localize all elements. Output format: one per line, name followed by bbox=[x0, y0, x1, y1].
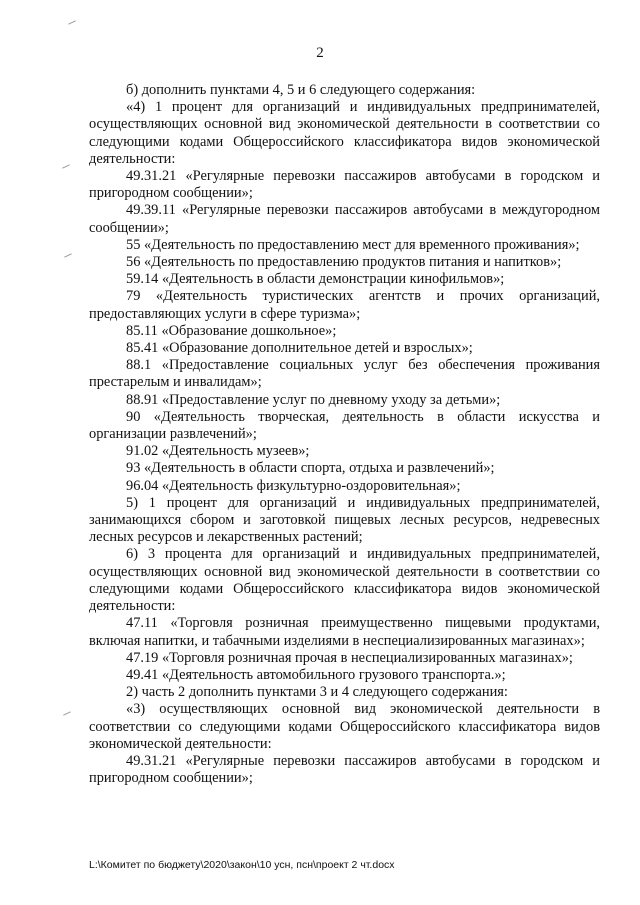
paragraph: 90 «Деятельность творческая, деятельность в области искусства и организации развлечений»; bbox=[89, 408, 600, 443]
paragraph: 6) 3 процента для организаций и индивидуальных предпринимателей, осуществляющих основной вид экономической деятельности в соответствии со следующими кодами Общероссийского классификатора видов экономической деятельности: bbox=[89, 546, 600, 615]
paragraph: 2) часть 2 дополнить пунктами 3 и 4 следующего содержания: bbox=[126, 684, 508, 701]
paragraph: 85.41 «Образование дополнительное детей и взрослых»; bbox=[126, 340, 473, 357]
paragraph: 59.14 «Деятельность в области демонстрации кинофильмов»; bbox=[126, 271, 505, 288]
paragraph: 96.04 «Деятельность физкультурно-оздоровительная»; bbox=[126, 477, 461, 494]
paragraph: 49.41 «Деятельность автомобильного грузового транспорта.»; bbox=[126, 666, 506, 683]
paragraph: «3) осуществляющих основной вид экономической деятельности в соответствии со следующими кодами Общероссийского классификатора видов экономической деятельности: bbox=[89, 701, 600, 752]
paragraph: 85.11 «Образование дошкольное»; bbox=[126, 322, 337, 339]
file-path-footer: L:\Комитет по бюджету\2020\закон\10 усн, псн\проект 2 чт.docx bbox=[89, 859, 395, 871]
paragraph: 93 «Деятельность в области спорта, отдыха и развлечений»; bbox=[126, 460, 495, 477]
paragraph: 55 «Деятельность по предоставлению мест для временного проживания»; bbox=[126, 236, 580, 253]
paragraph: 49.39.11 «Регулярные перевозки пассажиров автобусами в междугородном сообщении»; bbox=[89, 202, 600, 236]
paragraph: 91.02 «Деятельность музеев»; bbox=[126, 443, 310, 460]
document-body bbox=[89, 82, 600, 787]
scan-mark bbox=[62, 164, 70, 168]
paragraph: «4) 1 процент для организаций и индивидуальных предпринимателей, осуществляющих основной вид экономической деятельности в соответствии со следующими кодами Общероссийского классификатора видов экономической деятельности: bbox=[89, 99, 600, 167]
scan-mark bbox=[63, 711, 71, 715]
paragraph: 49.31.21 «Регулярные перевозки пассажиров автобусами в городском и пригородном сообщении»; bbox=[89, 752, 600, 787]
paragraph: 5) 1 процент для организаций и индивидуальных предпринимателей, занимающихся сбором и заготовкой пищевых лесных ресурсов, недревесных лесных ресурсов и лекарственных растений; bbox=[89, 494, 600, 546]
paragraph: 79 «Деятельность туристических агентств и прочих организаций, предоставляющих услуги в сфере туризма»; bbox=[89, 288, 600, 322]
paragraph: 88.91 «Предоставление услуг по дневному уходу за детьми»; bbox=[126, 391, 501, 408]
paragraph: 47.11 «Торговля розничная преимущественно пищевыми продуктами, включая напитки, и табачными изделиями в неспециализированных магазинах»; bbox=[89, 615, 600, 649]
page-number: 2 bbox=[316, 45, 324, 61]
paragraph: 47.19 «Торговля розничная прочая в неспециализированных магазинах»; bbox=[126, 649, 573, 666]
paragraph: 56 «Деятельность по предоставлению продуктов питания и напитков»; bbox=[126, 254, 562, 271]
paragraph: 49.31.21 «Регулярные перевозки пассажиров автобусами в городском и пригородном сообщении»; bbox=[89, 168, 600, 202]
paragraph: 88.1 «Предоставление социальных услуг без обеспечения проживания престарелым и инвалидам»; bbox=[89, 357, 600, 391]
paragraph: б) дополнить пунктами 4, 5 и 6 следующего содержания: bbox=[126, 82, 476, 98]
scan-mark bbox=[64, 253, 72, 257]
scan-mark bbox=[68, 20, 76, 24]
